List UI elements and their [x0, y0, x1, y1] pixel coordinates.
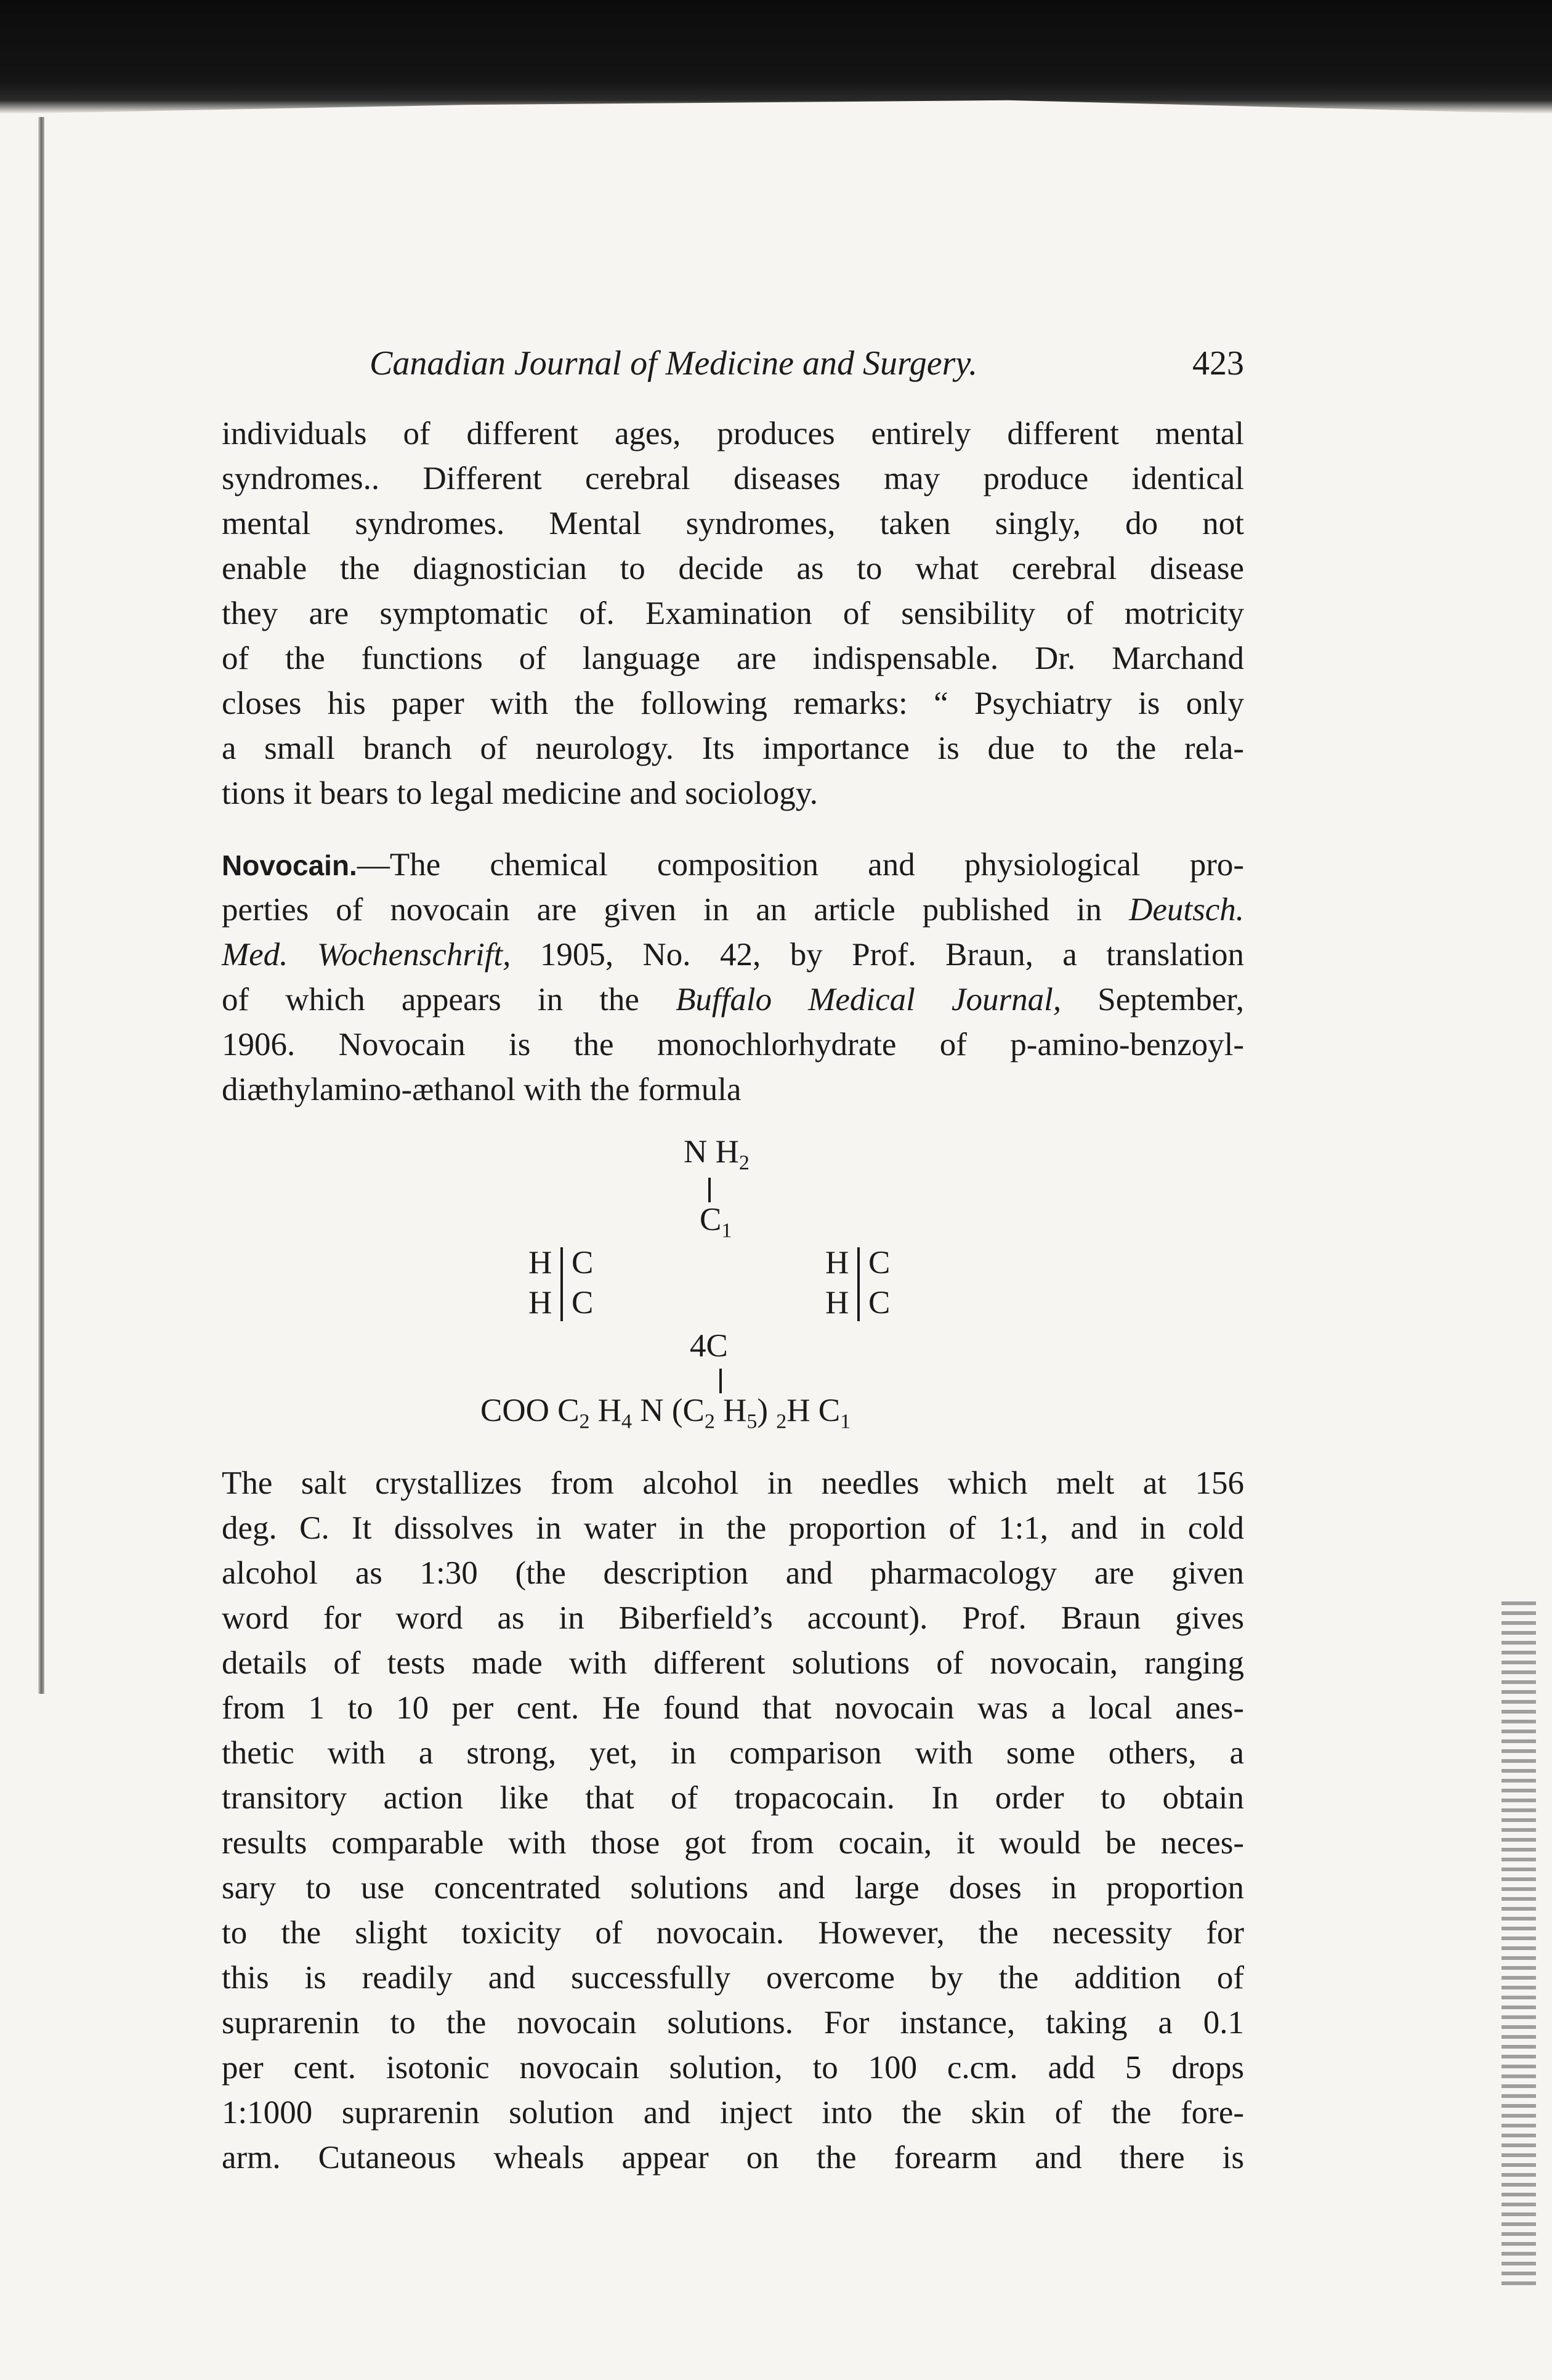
text-line: of the functions of language are indispensable. Dr. Marchand [222, 641, 1244, 676]
text-line: sary to use concentrated solutions and large doses in proportion [222, 1870, 1244, 1906]
chemical-formula [431, 1133, 1109, 1441]
formula-bond [857, 1247, 860, 1321]
text-line: results comparable with those got from cocain, it would be neces- [222, 1825, 1244, 1861]
formula-bond [560, 1247, 563, 1321]
citation-title: Deutsch. [1129, 892, 1244, 928]
text-line: arm. Cutaneous wheals appear on the forearm and there is [222, 2140, 1244, 2176]
text-line: suprarenin to the novocain solutions. For instance, taking a 0.1 [222, 2005, 1244, 2041]
paragraph-novocain [222, 843, 1244, 1112]
text-line: 1906. Novocain is the monochlorhydrate of p-amino-benzoyl- [222, 1027, 1244, 1062]
scan-left-edge [38, 117, 44, 1694]
formula-nh2: N $H_2$ [684, 1134, 750, 1175]
text-line: perties of novocain are given in an article published in Deutsch. [222, 892, 1244, 928]
text-line: The salt crystallizes from alcohol in needles which melt at 156 [222, 1465, 1244, 1501]
text-line: to the slight toxicity of novocain. However, the necessity for [222, 1915, 1244, 1951]
text-line: a small branch of neurology. Its importance is due to the rela- [222, 731, 1244, 766]
formula-bond [708, 1178, 711, 1202]
text-line: thetic with a strong, yet, in comparison with some others, a [222, 1735, 1244, 1771]
section-heading: Novocain. [222, 849, 357, 881]
formula-c1: $C_1$ [700, 1202, 732, 1242]
scan-right-edge [1501, 1601, 1536, 2291]
text-line: this is readily and successfully overcome by the addition of [222, 1960, 1244, 1996]
citation-title: Buffalo Medical Journal, [676, 982, 1062, 1018]
running-header [370, 336, 1244, 391]
text-line: enable the diagnostician to decide as to what cerebral disease [222, 551, 1244, 586]
text-line: 1:1000 suprarenin solution and inject into the skin of the fore- [222, 2095, 1244, 2131]
formula-left-c2: C [572, 1285, 594, 1321]
paragraph-3 [222, 1461, 1244, 2180]
text-line: transitory action like that of tropacocain. In order to obtain [222, 1780, 1244, 1816]
scan-top-border [0, 0, 1552, 114]
citation-title: Med. Wochenschrift, [222, 937, 511, 973]
formula-right-c2: C [868, 1285, 891, 1321]
formula-c4: 4C [690, 1328, 728, 1364]
text-line: deg. C. It dissolves in water in the proportion of 1:1, and in cold [222, 1510, 1244, 1546]
formula-right-c1: C [868, 1245, 891, 1281]
text-line: tions it bears to legal medicine and sociology. [222, 775, 818, 811]
text-line: diæthylamino-æthanol with the formula [222, 1072, 742, 1107]
text-line: of which appears in the Buffalo Medical Journal, September, [222, 982, 1244, 1018]
paragraph-1 [222, 411, 1244, 816]
formula-bottom-chain: COO $C_2$ $H_4$ N ($C_2$ $H_5$) $_2$H $C_1$ [480, 1393, 851, 1433]
text-line: syndromes.. Different cerebral diseases may produce identical [222, 461, 1244, 496]
formula-left-h1: H [528, 1245, 552, 1281]
text-line: closes his paper with the following remarks: “ Psychiatry is only [222, 686, 1244, 721]
formula-bond [719, 1369, 722, 1393]
journal-title: Canadian Journal of Medicine and Surgery. [370, 344, 978, 382]
page-number: 423 [1192, 344, 1244, 382]
text-line: Med. Wochenschrift, 1905, No. 42, by Prof. Braun, a translation [222, 937, 1244, 973]
text-line: details of tests made with different solutions of novocain, ranging [222, 1645, 1244, 1681]
text-line: they are symptomatic of. Examination of sensibility of motricity [222, 596, 1244, 631]
text-line: word for word as in Biberfield’s account). Prof. Braun gives [222, 1600, 1244, 1636]
formula-right-h2: H [825, 1285, 849, 1321]
text-line: per cent. isotonic novocain solution, to 100 c.cm. add 5 drops [222, 2050, 1244, 2086]
text-line: individuals of different ages, produces entirely different mental [222, 416, 1244, 451]
formula-left-c1: C [572, 1245, 594, 1281]
text-line: from 1 to 10 per cent. He found that novocain was a local anes- [222, 1690, 1244, 1726]
text-line: alcohol as 1:30 (the description and pharmacology are given [222, 1555, 1244, 1591]
formula-left-h2: H [528, 1285, 552, 1321]
text-line: mental syndromes. Mental syndromes, taken singly, do not [222, 506, 1244, 541]
text-line: Novocain.—The chemical composition and physiological pro- [222, 847, 1244, 883]
formula-right-h1: H [825, 1245, 849, 1281]
